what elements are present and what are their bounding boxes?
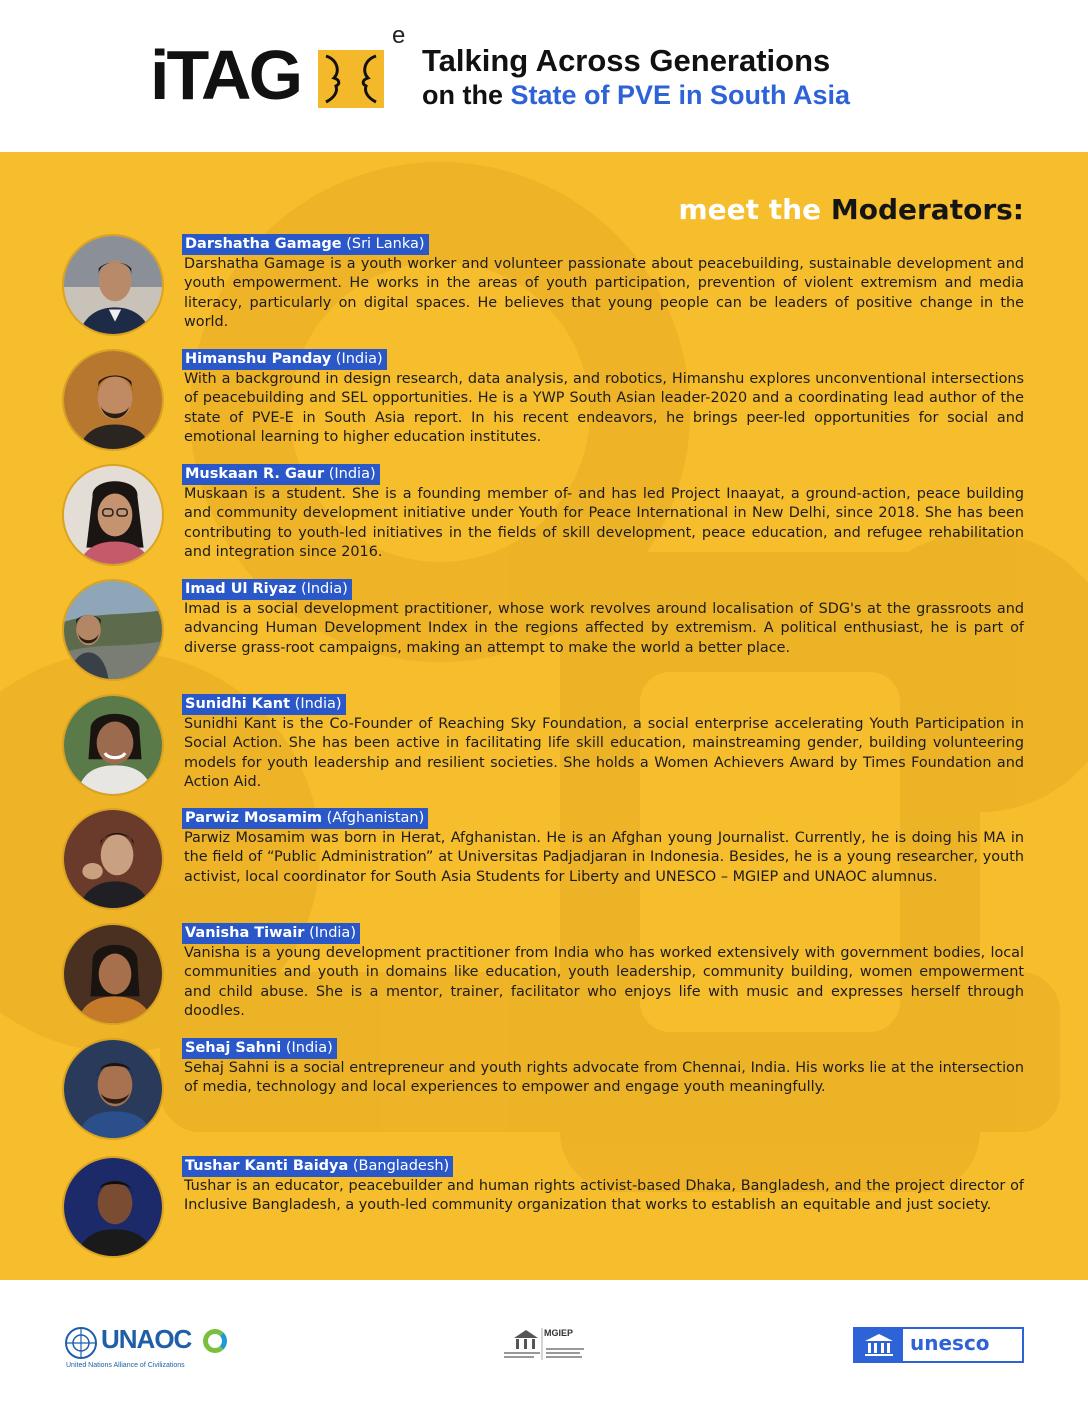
moderator-country: (India): [285, 1040, 333, 1056]
moderator-name: Vanisha Tiwair: [185, 925, 305, 941]
moderator-name: Sehaj Sahni: [185, 1040, 282, 1056]
moderator-name-tag: [182, 464, 380, 485]
moderator-country: (India): [300, 581, 348, 597]
moderator-name-tag: [182, 579, 352, 600]
moderator-country: (Afghanistan): [326, 810, 425, 826]
moderator-name: Parwiz Mosamim: [185, 810, 323, 826]
unesco-logo-text: unesco: [910, 1331, 990, 1355]
page-header: [0, 0, 1088, 152]
moderator-photo: [62, 579, 164, 681]
moderator-name-tag: [182, 1038, 337, 1059]
itag-logo-suffix: e: [392, 22, 406, 49]
moderator-name-tag: [182, 694, 346, 715]
unaoc-ring-icon: [203, 1329, 227, 1353]
moderator-bio: Sehaj Sahni is a social entrepreneur and youth rights advocate from Chennai, India. His works lie at the intersection of media, technology and local experiences to empower and engage youth meaningfully.: [184, 1060, 1024, 1096]
unesco-logo: [853, 1327, 1024, 1363]
moderator-bio: Darshatha Gamage is a youth worker and volunteer passionate about peacebuilding, sustainable development and youth empowerment. He works in the areas of youth participation, prevention of violent extremism and media literacy, particularly on digital spaces. He believes that young people can be leaders of positive change in the world.: [184, 256, 1024, 330]
moderator-photo: [62, 923, 164, 1025]
moderator-name: Sunidhi Kant: [185, 696, 291, 712]
moderator-name: Muskaan R. Gaur: [185, 466, 325, 482]
moderator-photo: [62, 1156, 164, 1258]
moderator-name-tag: [182, 1156, 453, 1177]
moderators-band: [0, 152, 1088, 1280]
unesco-temple-icon: [855, 1329, 903, 1361]
moderator-name: Tushar Kanti Baidya: [185, 1158, 349, 1174]
page-title-line1: Talking Across Generations: [422, 43, 831, 78]
moderator-photo: [62, 808, 164, 910]
moderator-bio: Vanisha is a young development practitioner from India who has worked extensively with government bodies, local communities and youth in domains like education, youth leadership, community building, women empowerment and child abuse. She is a mentor, trainer, facilitator who enjoys life with music and expresses herself through doodles.: [184, 945, 1024, 1019]
moderator-bio: Muskaan is a student. She is a founding member of- and has led Project Inaayat, a ground-action, peace building and community development initiative under Youth for Peace International in New Delhi, since 2018. She has been contributing to youth-led initiatives in the fields of skill development, peace education, and refugee rehabilitation and integration since 2016.: [184, 486, 1024, 560]
moderator-name: Darshatha Gamage: [185, 236, 342, 252]
unaoc-full-name: United Nations Alliance of Civilizations: [66, 1362, 185, 1369]
section-title-prefix: meet the: [678, 193, 822, 226]
moderator-bio: Imad is a social development practitioner, whose work revolves around localisation of SDG's at the grassroots and advancing Human Development Index in the regions affected by extremism. A political enthusiast, he is part of diverse grass-root campaigns, making an attempt to make the world a better place.: [184, 601, 1024, 656]
title-line2-accent: State of PVE in South Asia: [510, 80, 851, 110]
moderator-name: Himanshu Panday: [185, 351, 332, 367]
page-footer: [0, 1280, 1088, 1408]
title-line2-prefix: on the: [422, 80, 503, 110]
page-title-line2: [422, 82, 850, 109]
moderator-bio: Parwiz Mosamim was born in Herat, Afghanistan. He is an Afghan young Journalist. Currently, he is doing his MA in the field of “Public Administration” at Universitas Padjadjaran in Indonesia. Besides, he is a young researcher, youth activist, local coordinator for South Asia Students for Liberty and UNESCO – MGIEP and UNAOC alumnus.: [184, 830, 1024, 885]
un-emblem-icon: [64, 1326, 98, 1360]
itag-faces-logo-icon: [318, 50, 384, 108]
section-title-main: Moderators:: [830, 193, 1024, 226]
moderator-name-tag: [182, 808, 428, 829]
itag-logo-text: iTAG: [150, 36, 301, 114]
moderator-country: (Bangladesh): [352, 1158, 450, 1174]
moderator-photo: [62, 234, 164, 336]
moderator-photo: [62, 349, 164, 451]
moderator-bio: With a background in design research, data analysis, and robotics, Himanshu explores unconventional intersections of peacebuilding and SEL opportunities. He is a YWP South Asian leader-2020 and a coordinating lead author of the state of PVE-E in South Asia report. In his recent endeavors, he brings peer-led opportunities for social and emotional learning to higher education institutes.: [184, 371, 1024, 445]
moderator-bio: Tushar is an educator, peacebuilder and human rights activist-based Dhaka, Bangladesh, and the project director of Inclusive Bangladesh, a youth-led community organization that works to establish an equitable and just society.: [184, 1178, 1024, 1214]
mgiep-logo-text: MGIEP: [544, 1328, 574, 1338]
unaoc-logo-text: UNAOC: [101, 1324, 192, 1354]
moderator-photo: [62, 464, 164, 566]
moderator-country: (Sri Lanka): [346, 236, 425, 252]
moderator-name-tag: [182, 923, 360, 944]
moderator-name: Imad Ul Riyaz: [185, 581, 297, 597]
section-title: [678, 193, 1025, 226]
moderator-name-tag: [182, 234, 429, 255]
moderator-bio: Sunidhi Kant is the Co-Founder of Reaching Sky Foundation, a social enterprise accelerating Youth Participation in Social Action. She has been active in facilitating life skill education, mainstreaming gender, building volunteering models for youth leadership and resilient societies. She holds a Women Achievers Award by Times Foundation and Action Aid.: [184, 716, 1024, 790]
moderator-country: (India): [328, 466, 376, 482]
moderator-photo: [62, 694, 164, 796]
moderator-photo: [62, 1038, 164, 1140]
moderator-country: (India): [335, 351, 383, 367]
moderator-name-tag: [182, 349, 387, 370]
moderator-country: (India): [294, 696, 342, 712]
moderator-country: (India): [309, 925, 356, 941]
